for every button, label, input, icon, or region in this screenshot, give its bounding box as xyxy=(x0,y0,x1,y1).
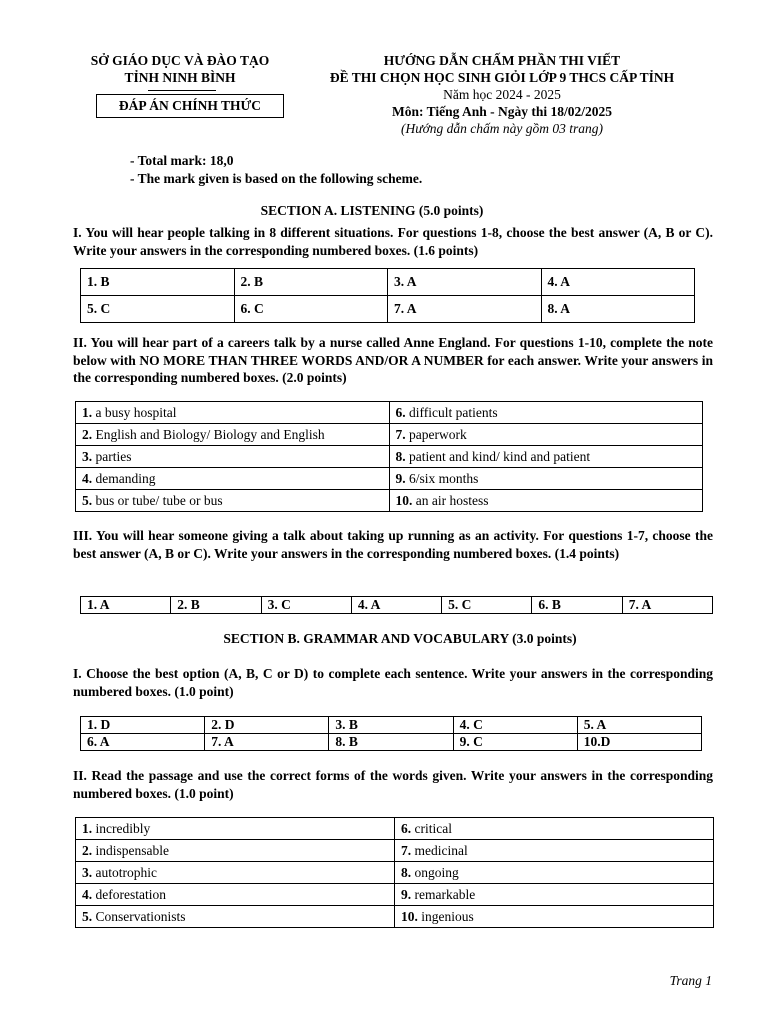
section-a-part2-table xyxy=(75,401,703,512)
table-row xyxy=(81,717,702,734)
table-row xyxy=(81,734,702,751)
answer-cell: 7. A xyxy=(388,296,542,323)
table-row xyxy=(76,446,703,468)
table-row xyxy=(81,597,713,614)
table-row xyxy=(76,818,714,840)
answer-cell: 8. patient and kind/ kind and patient xyxy=(389,446,703,468)
table-row xyxy=(76,840,714,862)
answer-cell: 4. deforestation xyxy=(76,884,395,906)
table-row xyxy=(76,490,703,512)
answer-cell: 6. difficult patients xyxy=(389,402,703,424)
answer-cell: 5. Conservationists xyxy=(76,906,395,928)
page-number: Trang 1 xyxy=(669,973,712,988)
answer-cell: 4. C xyxy=(453,717,577,734)
section-a-part1-table xyxy=(80,268,695,323)
scheme-note: - The mark given is based on the following scheme. xyxy=(130,171,423,186)
table-row xyxy=(76,468,703,490)
answer-cell: 3. autotrophic xyxy=(76,862,395,884)
heading-subject-date: Môn: Tiếng Anh - Ngày thi 18/02/2025 xyxy=(391,104,613,119)
marking-notes xyxy=(130,152,422,188)
issuing-authority xyxy=(60,52,300,86)
answer-cell: 2. B xyxy=(171,597,261,614)
section-a-part3-instruction: III. You will hear someone giving a talk about taking up running as an activity. For questions 1-7, choose the best answer (A, B or C). Write your answers in the corresponding numbered boxes. (1.4 points) xyxy=(73,528,713,561)
answer-cell: 7. A xyxy=(205,734,329,751)
answer-cell: 2. B xyxy=(234,269,388,296)
answer-cell: 6. critical xyxy=(395,818,714,840)
answer-cell: 9. 6/six months xyxy=(389,468,703,490)
answer-cell: 1. a busy hospital xyxy=(76,402,390,424)
answer-cell: 7. A xyxy=(622,597,712,614)
section-b-part1-instruction: I. Choose the best option (A, B, C or D) to complete each sentence. Write your answers in the corresponding numbered boxes. (1.0 point) xyxy=(73,666,713,699)
answer-cell: 1. D xyxy=(81,717,205,734)
answer-cell: 9. C xyxy=(453,734,577,751)
header-divider xyxy=(148,90,216,91)
answer-cell: 8. B xyxy=(329,734,453,751)
department-name: SỞ GIÁO DỤC VÀ ĐÀO TẠO xyxy=(90,53,270,68)
table-row xyxy=(76,862,714,884)
answer-cell: 9. remarkable xyxy=(395,884,714,906)
answer-cell: 1. B xyxy=(81,269,235,296)
table-row xyxy=(76,906,714,928)
section-b-part1-table xyxy=(80,716,702,751)
section-b-part2-instruction: II. Read the passage and use the correct forms of the words given. Write your answers in the corresponding numbered boxes. (1.0 point) xyxy=(73,768,713,801)
answer-cell: 8. A xyxy=(541,296,695,323)
answer-cell: 3. C xyxy=(261,597,351,614)
table-row xyxy=(76,884,714,906)
heading-school-year: Năm học 2024 - 2025 xyxy=(443,87,561,102)
answer-cell: 5. A xyxy=(577,717,701,734)
heading-page-count: (Hướng dẫn chấm này gồm 03 trang) xyxy=(400,121,604,136)
answer-cell: 8. ongoing xyxy=(395,862,714,884)
answer-cell: 2. D xyxy=(205,717,329,734)
section-a-title: SECTION A. LISTENING (5.0 points) xyxy=(260,203,484,218)
province-name: TỈNH NINH BÌNH xyxy=(124,70,236,85)
document-heading xyxy=(296,52,708,137)
answer-cell: 4. A xyxy=(541,269,695,296)
answer-cell: 10. ingenious xyxy=(395,906,714,928)
answer-cell: 4. demanding xyxy=(76,468,390,490)
answer-cell: 3. A xyxy=(388,269,542,296)
answer-cell: 5. C xyxy=(81,296,235,323)
table-row xyxy=(76,402,703,424)
answer-cell: 6. A xyxy=(81,734,205,751)
answer-cell: 1. A xyxy=(81,597,171,614)
total-mark: - Total mark: 18,0 xyxy=(130,153,234,168)
section-a-part1-instruction: I. You will hear people talking in 8 different situations. For questions 1-8, choose the best answer (A, B or C). Write your answers in the corresponding numbered boxes. (1.6 points) xyxy=(73,225,713,258)
answer-cell: 3. B xyxy=(329,717,453,734)
answer-cell: 10. an air hostess xyxy=(389,490,703,512)
answer-cell: 6. B xyxy=(532,597,622,614)
answer-cell: 4. A xyxy=(351,597,441,614)
answer-cell: 3. parties xyxy=(76,446,390,468)
answer-cell: 10.D xyxy=(577,734,701,751)
answer-cell: 2. English and Biology/ Biology and English xyxy=(76,424,390,446)
table-row xyxy=(76,424,703,446)
table-row xyxy=(81,269,695,296)
section-b-title: SECTION B. GRAMMAR AND VOCABULARY (3.0 points) xyxy=(223,631,577,646)
answer-cell: 2. indispensable xyxy=(76,840,395,862)
answer-cell: 5. bus or tube/ tube or bus xyxy=(76,490,390,512)
heading-title: HƯỚNG DẪN CHẤM PHẦN THI VIẾT xyxy=(383,53,621,68)
answer-cell: 7. medicinal xyxy=(395,840,714,862)
answer-cell: 7. paperwork xyxy=(389,424,703,446)
section-a-part3-table xyxy=(80,596,713,614)
official-answer-label: ĐÁP ÁN CHÍNH THỨC xyxy=(96,94,284,118)
answer-cell: 1. incredibly xyxy=(76,818,395,840)
section-a-part2-instruction: II. You will hear part of a careers talk by a nurse called Anne England. For questions 1-10, complete the note below with NO MORE THAN THREE WORDS AND/OR A NUMBER for each answer. Write your answers in the corresponding numbered boxes. (2.0 points) xyxy=(73,335,713,385)
heading-exam: ĐỀ THI CHỌN HỌC SINH GIỎI LỚP 9 THCS CẤP TỈNH xyxy=(329,70,675,85)
answer-cell: 6. C xyxy=(234,296,388,323)
table-row xyxy=(81,296,695,323)
section-b-part2-table xyxy=(75,817,714,928)
answer-cell: 5. C xyxy=(442,597,532,614)
